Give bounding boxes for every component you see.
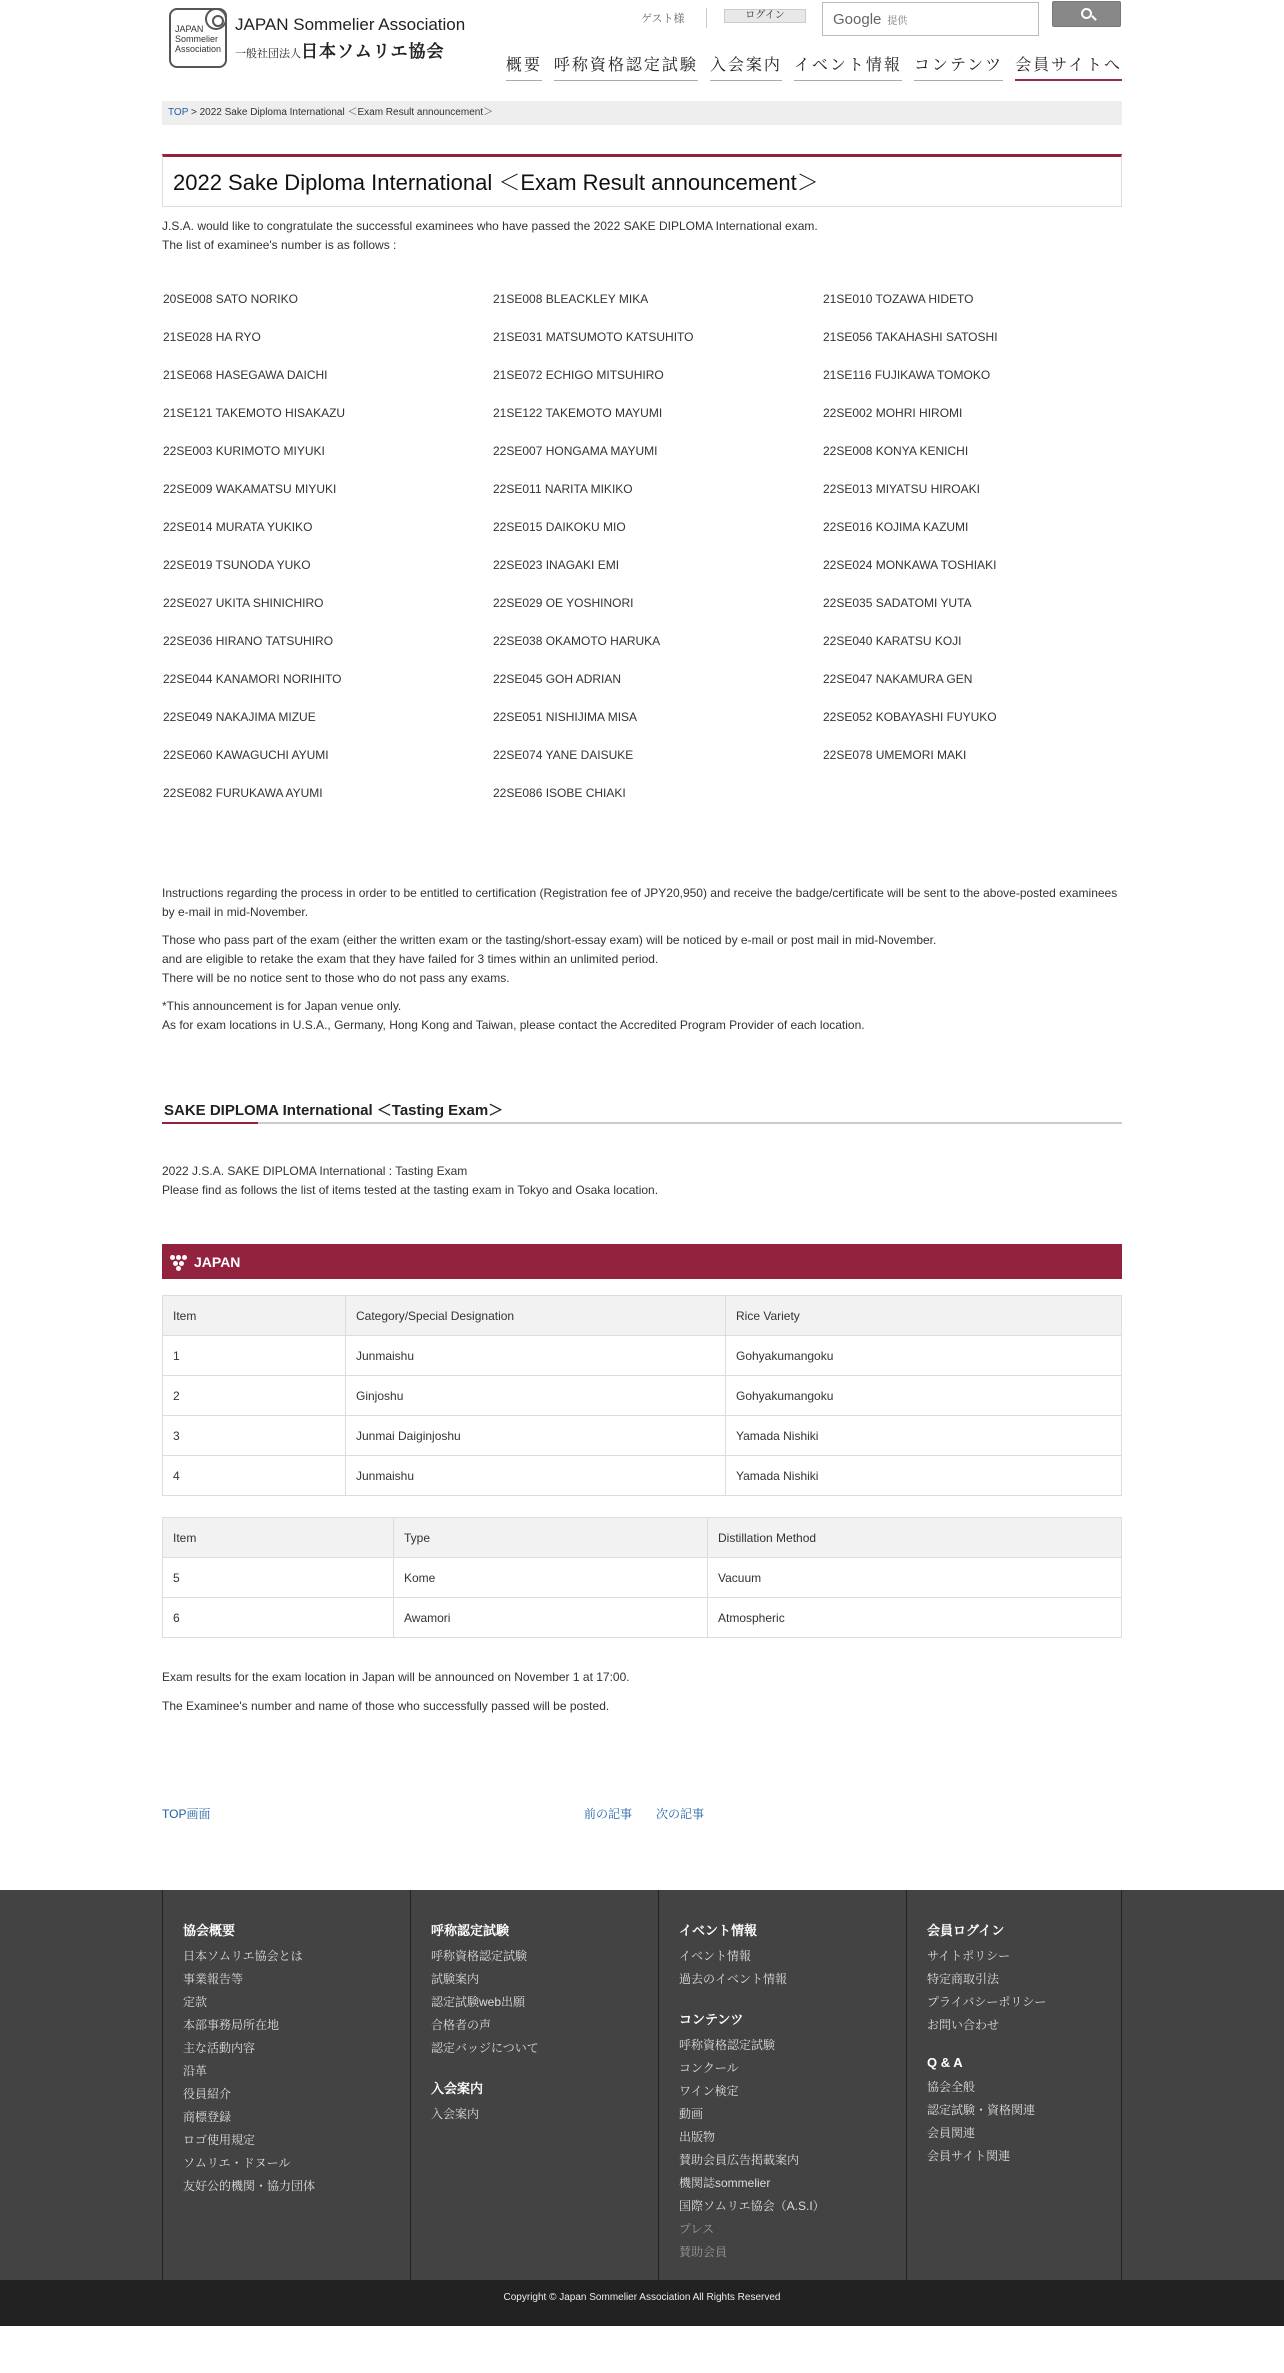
- examinee-item: 20SE008 SATO NORIKO: [163, 292, 298, 306]
- footer-link[interactable]: お問い合わせ: [927, 2018, 1000, 2032]
- footer-link[interactable]: 賛助会員: [679, 2245, 728, 2259]
- table-cell: Ginjoshu: [346, 1376, 726, 1416]
- footer-link[interactable]: ソムリエ・ドヌール: [183, 2156, 291, 2170]
- footer-link[interactable]: 会員関連: [927, 2126, 976, 2140]
- logo-english: JAPAN Sommelier Association: [235, 14, 466, 34]
- footer-link[interactable]: イベント情報: [679, 1949, 752, 1963]
- examinee-item: 22SE009 WAKAMATSU MIYUKI: [163, 482, 337, 496]
- table-row: [163, 1376, 1122, 1416]
- footer-link[interactable]: 動画: [679, 2107, 704, 2121]
- examinee-list: [162, 288, 1122, 804]
- footer-column: [162, 1890, 410, 2280]
- table-cell: 2: [163, 1376, 346, 1416]
- examinee-item: 21SE010 TOZAWA HIDETO: [823, 292, 974, 306]
- table-header-cell: Item: [163, 1296, 346, 1336]
- logo-jp-main: 日本ソムリエ協会: [301, 41, 445, 61]
- footer-link[interactable]: 呼称資格認定試験: [431, 1949, 528, 1963]
- examinee-item: 22SE045 GOH ADRIAN: [493, 672, 622, 686]
- table-header-cell: Rice Variety: [726, 1296, 1122, 1336]
- nav-membership[interactable]: 入会案内: [710, 52, 782, 81]
- logo-badge-icon: [169, 8, 227, 68]
- nav-overview[interactable]: 概要: [506, 52, 542, 81]
- page-title-box: [162, 154, 1122, 207]
- guest-label: ゲスト様: [641, 13, 685, 25]
- examinee-item: 22SE007 HONGAMA MAYUMI: [493, 444, 658, 458]
- footer-heading[interactable]: Q & A: [927, 2055, 963, 2070]
- examinee-item: 22SE036 HIRANO TATSUHIRO: [163, 634, 334, 648]
- footer-link[interactable]: 認定試験・資格関連: [927, 2103, 1036, 2117]
- table-header-row: [163, 1296, 1122, 1336]
- note-paragraph: [162, 997, 1122, 1035]
- table-header-cell: Category/Special Designation: [346, 1296, 726, 1336]
- footer-column: [410, 1890, 658, 2280]
- footer-link[interactable]: サイトポリシー: [927, 1949, 1011, 1963]
- footer-link[interactable]: 賛助会員広告掲載案内: [679, 2153, 800, 2167]
- footer-link[interactable]: コンクール: [679, 2061, 739, 2075]
- examinee-item: 22SE078 UMEMORI MAKI: [823, 748, 967, 762]
- footer-link[interactable]: プレス: [679, 2222, 715, 2236]
- tasting-intro-line: Please find as follows the list of items tested at the tasting exam in Tokyo and Osaka location.: [162, 1183, 659, 1197]
- tasting-table-shochu: [162, 1517, 1122, 1638]
- examinee-item: 22SE013 MIYATSU HIROAKI: [823, 482, 980, 496]
- results-line: The Examinee's number and name of those who successfully passed will be posted.: [162, 1699, 610, 1713]
- pager: [162, 1805, 1122, 1825]
- table-header-cell: Distillation Method: [708, 1518, 1122, 1558]
- table-cell: Vacuum: [708, 1558, 1122, 1598]
- table-cell: 3: [163, 1416, 346, 1456]
- table-cell: Junmaishu: [346, 1336, 726, 1376]
- table-header-cell: Type: [394, 1518, 708, 1558]
- prev-article-link[interactable]: 前の記事: [584, 1807, 633, 1821]
- note-line: There will be no notice sent to those who do not pass any exams.: [162, 971, 510, 985]
- footer-link[interactable]: 友好公的機関・協力団体: [183, 2179, 316, 2193]
- examinee-item: 22SE019 TSUNODA YUKO: [163, 558, 311, 572]
- examinee-item: 22SE002 MOHRI HIROMI: [823, 406, 963, 420]
- intro-line: The list of examinee's number is as follows :: [162, 238, 397, 252]
- examinee-item: 21SE031 MATSUMOTO KATSUHITO: [493, 330, 694, 344]
- examinee-item: 22SE049 NAKAJIMA MIZUE: [163, 710, 316, 724]
- nav-events[interactable]: イベント情報: [794, 52, 902, 81]
- table-cell: Junmaishu: [346, 1456, 726, 1496]
- note-line: Instructions regarding the process in order to be entitled to certification (Registration fee of JPY20,950) and receive the badge/certificate will be sent to the above-posted examinees by e-mail in mid-November.: [162, 886, 1118, 919]
- breadcrumb-current: > 2022 Sake Diploma International ＜Exam Result announcement＞: [188, 107, 494, 118]
- search-icon[interactable]: [1052, 1, 1121, 27]
- footer-link[interactable]: 沿革: [183, 2064, 208, 2078]
- intro-line: J.S.A. would like to congratulate the successful examinees who have passed the 2022 SAKE DIPLOMA International exam.: [162, 219, 818, 233]
- footer-link[interactable]: 日本ソムリエ協会とは: [183, 1949, 303, 1963]
- examinee-item: 21SE028 HA RYO: [163, 330, 261, 344]
- table-cell: Junmai Daiginjoshu: [346, 1416, 726, 1456]
- note-paragraph: [162, 931, 1122, 988]
- footer-column: [906, 1890, 1122, 2280]
- table-cell: Gohyakumangoku: [726, 1376, 1122, 1416]
- login-button[interactable]: ログイン: [724, 9, 806, 23]
- note-line: *This announcement is for Japan venue only.: [162, 999, 402, 1013]
- page-title: 2022 Sake Diploma International ＜Exam Result announcement＞: [173, 170, 819, 195]
- footer-link[interactable]: 過去のイベント情報: [679, 1972, 788, 1986]
- examinee-item: 22SE052 KOBAYASHI FUYUKO: [823, 710, 997, 724]
- footer-link[interactable]: 国際ソムリエ協会（A.S.I）: [679, 2199, 825, 2213]
- examinee-item: 22SE038 OKAMOTO HARUKA: [493, 634, 661, 648]
- results-text: [162, 1670, 1122, 1713]
- footer-heading[interactable]: コンテンツ: [679, 2012, 744, 2027]
- examinee-item: 22SE011 NARITA MIKIKO: [493, 482, 633, 496]
- footer-link[interactable]: 合格者の声: [431, 2018, 492, 2032]
- table-row: [163, 1336, 1122, 1376]
- nav-member-site[interactable]: 会員サイトへ: [1015, 52, 1122, 81]
- table-row: [163, 1456, 1122, 1496]
- table-row: [163, 1558, 1122, 1598]
- table-cell: 5: [163, 1558, 394, 1598]
- tasting-heading: [162, 1099, 1122, 1124]
- footer-heading[interactable]: 入会案内: [431, 2081, 484, 2096]
- examinee-item: 22SE082 FURUKAWA AYUMI: [163, 786, 323, 800]
- notes-section: [162, 884, 1122, 1035]
- search-input[interactable]: [822, 2, 1039, 36]
- footer-link[interactable]: 試験案内: [431, 1972, 480, 1986]
- table-cell: 1: [163, 1336, 346, 1376]
- examinee-item: 22SE074 YANE DAISUKE: [493, 748, 634, 762]
- intro-text: [162, 217, 1122, 255]
- footer-link[interactable]: 商標登録: [183, 2110, 232, 2124]
- footer-link[interactable]: 協会全般: [927, 2080, 976, 2094]
- grape-icon: [170, 1253, 188, 1271]
- header-divider: [706, 8, 707, 28]
- footer-link[interactable]: 出版物: [679, 2130, 716, 2144]
- nav-contents[interactable]: コンテンツ: [914, 52, 1003, 81]
- japan-band-label: JAPAN: [194, 1253, 241, 1270]
- examinee-item: 21SE072 ECHIGO MITSUHIRO: [493, 368, 664, 382]
- examinee-item: 21SE116 FUJIKAWA TOMOKO: [823, 368, 991, 382]
- footer-link[interactable]: ワイン検定: [679, 2084, 739, 2098]
- examinee-item: 21SE056 TAKAHASHI SATOSHI: [823, 330, 998, 344]
- table-row: [163, 1416, 1122, 1456]
- site-footer: [0, 1890, 1284, 2305]
- site-logo[interactable]: [169, 8, 465, 68]
- examinee-item: 21SE008 BLEACKLEY MIKA: [493, 292, 649, 306]
- tasting-heading-text: SAKE DIPLOMA International ＜Tasting Exam＞: [164, 1102, 504, 1119]
- main-nav: [506, 52, 1122, 81]
- examinee-item: 22SE014 MURATA YUKIKO: [163, 520, 313, 534]
- search-brand: Google: [833, 10, 882, 28]
- footer-link[interactable]: 役員紹介: [183, 2087, 232, 2101]
- logo-japanese: [235, 37, 465, 62]
- table-cell: Gohyakumangoku: [726, 1336, 1122, 1376]
- top-page-link[interactable]: TOP画面: [162, 1807, 211, 1821]
- tasting-intro: [162, 1162, 1122, 1200]
- examinee-item: 22SE029 OE YOSHINORI: [493, 596, 634, 610]
- examinee-item: 22SE035 SADATOMI YUTA: [823, 596, 972, 610]
- copyright: Copyright © Japan Sommelier Association All Rights Reserved: [0, 2280, 1284, 2326]
- examinee-item: 22SE086 ISOBE CHIAKI: [493, 786, 626, 800]
- footer-link[interactable]: 事業報告等: [183, 1972, 244, 1986]
- table-cell: Yamada Nishiki: [726, 1456, 1122, 1496]
- nav-certification[interactable]: 呼称資格認定試験: [554, 52, 698, 81]
- examinee-item: 22SE040 KARATSU KOJI: [823, 634, 962, 648]
- examinee-item: 22SE024 MONKAWA TOSHIAKI: [823, 558, 997, 572]
- examinee-item: 22SE015 DAIKOKU MIO: [493, 520, 626, 534]
- examinee-item: 22SE003 KURIMOTO MIYUKI: [163, 444, 325, 458]
- footer-link[interactable]: 本部事務局所在地: [183, 2018, 280, 2032]
- examinee-item: 22SE027 UKITA SHINICHIRO: [163, 596, 324, 610]
- table-row: [163, 1598, 1122, 1638]
- footer-link[interactable]: 特定商取引法: [927, 1972, 1000, 1986]
- footer-link[interactable]: 認定バッジについて: [431, 2041, 539, 2055]
- next-article-link[interactable]: 次の記事: [656, 1807, 705, 1821]
- table-header-row: [163, 1518, 1122, 1558]
- examinee-item: 22SE008 KONYA KENICHI: [823, 444, 969, 458]
- results-line: Exam results for the exam location in Japan will be announced on November 1 at 17:00.: [162, 1670, 630, 1684]
- examinee-item: 21SE068 HASEGAWA DAICHI: [163, 368, 328, 382]
- table-cell: 6: [163, 1598, 394, 1638]
- breadcrumb-top-link[interactable]: TOP: [168, 107, 189, 118]
- footer-heading[interactable]: 呼称認定試験: [431, 1923, 510, 1938]
- footer-link[interactable]: 主な活動内容: [183, 2041, 256, 2055]
- examinee-item: 22SE051 NISHIJIMA MISA: [493, 710, 638, 724]
- footer-column: [658, 1890, 906, 2280]
- breadcrumb: [162, 101, 1122, 125]
- footer-link[interactable]: 認定試験web出願: [431, 1995, 526, 2009]
- table-cell: 4: [163, 1456, 346, 1496]
- table-cell: Yamada Nishiki: [726, 1416, 1122, 1456]
- footer-link[interactable]: 会員サイト関連: [927, 2149, 1011, 2163]
- tasting-intro-line: 2022 J.S.A. SAKE DIPLOMA International : Tasting Exam: [162, 1164, 468, 1178]
- footer-link[interactable]: 呼称資格認定試験: [679, 2038, 776, 2052]
- site-header: [162, 0, 1122, 92]
- footer-heading[interactable]: 会員ログイン: [927, 1923, 1005, 1938]
- examinee-item: 21SE122 TAKEMOTO MAYUMI: [493, 406, 663, 420]
- footer-link[interactable]: 入会案内: [431, 2107, 480, 2121]
- note-paragraph: [162, 884, 1122, 922]
- footer-link[interactable]: 機関誌sommelier: [679, 2176, 771, 2190]
- examinee-item: 22SE016 KOJIMA KAZUMI: [823, 520, 969, 534]
- logo-jp-small: 一般社団法人: [235, 47, 301, 60]
- note-line: and are eligible to retake the exam that they have failed for 3 times within an unlimited period.: [162, 952, 659, 966]
- table-cell: Kome: [394, 1558, 708, 1598]
- search-placeholder: 提供: [887, 15, 908, 27]
- note-line: As for exam locations in U.S.A., Germany, Hong Kong and Taiwan, please contact the Accredited Program Provider of each location.: [162, 1018, 865, 1032]
- footer-heading[interactable]: イベント情報: [679, 1923, 758, 1938]
- table-header-cell: Item: [163, 1518, 394, 1558]
- examinee-item: 22SE023 INAGAKI EMI: [493, 558, 620, 572]
- tasting-table-sake: [162, 1295, 1122, 1496]
- footer-heading[interactable]: 協会概要: [183, 1923, 236, 1938]
- table-cell: Atmospheric: [708, 1598, 1122, 1638]
- examinee-item: 22SE044 KANAMORI NORIHITO: [163, 672, 342, 686]
- examinee-item: 22SE047 NAKAMURA GEN: [823, 672, 973, 686]
- examinee-item: 22SE060 KAWAGUCHI AYUMI: [163, 748, 329, 762]
- footer-link[interactable]: 定款: [183, 1995, 208, 2009]
- note-line: Those who pass part of the exam (either the written exam or the tasting/short-essay exam) will be noticed by e-mail or post mail in mid-November.: [162, 933, 937, 947]
- footer-link[interactable]: ロゴ使用規定: [183, 2133, 256, 2147]
- examinee-item: 21SE121 TAKEMOTO HISAKAZU: [163, 406, 346, 420]
- japan-band: [162, 1244, 1122, 1279]
- logo-badge-text: JAPAN Sommelier Association: [175, 24, 222, 54]
- footer-link[interactable]: プライバシーポリシー: [927, 1995, 1047, 2009]
- table-cell: Awamori: [394, 1598, 708, 1638]
